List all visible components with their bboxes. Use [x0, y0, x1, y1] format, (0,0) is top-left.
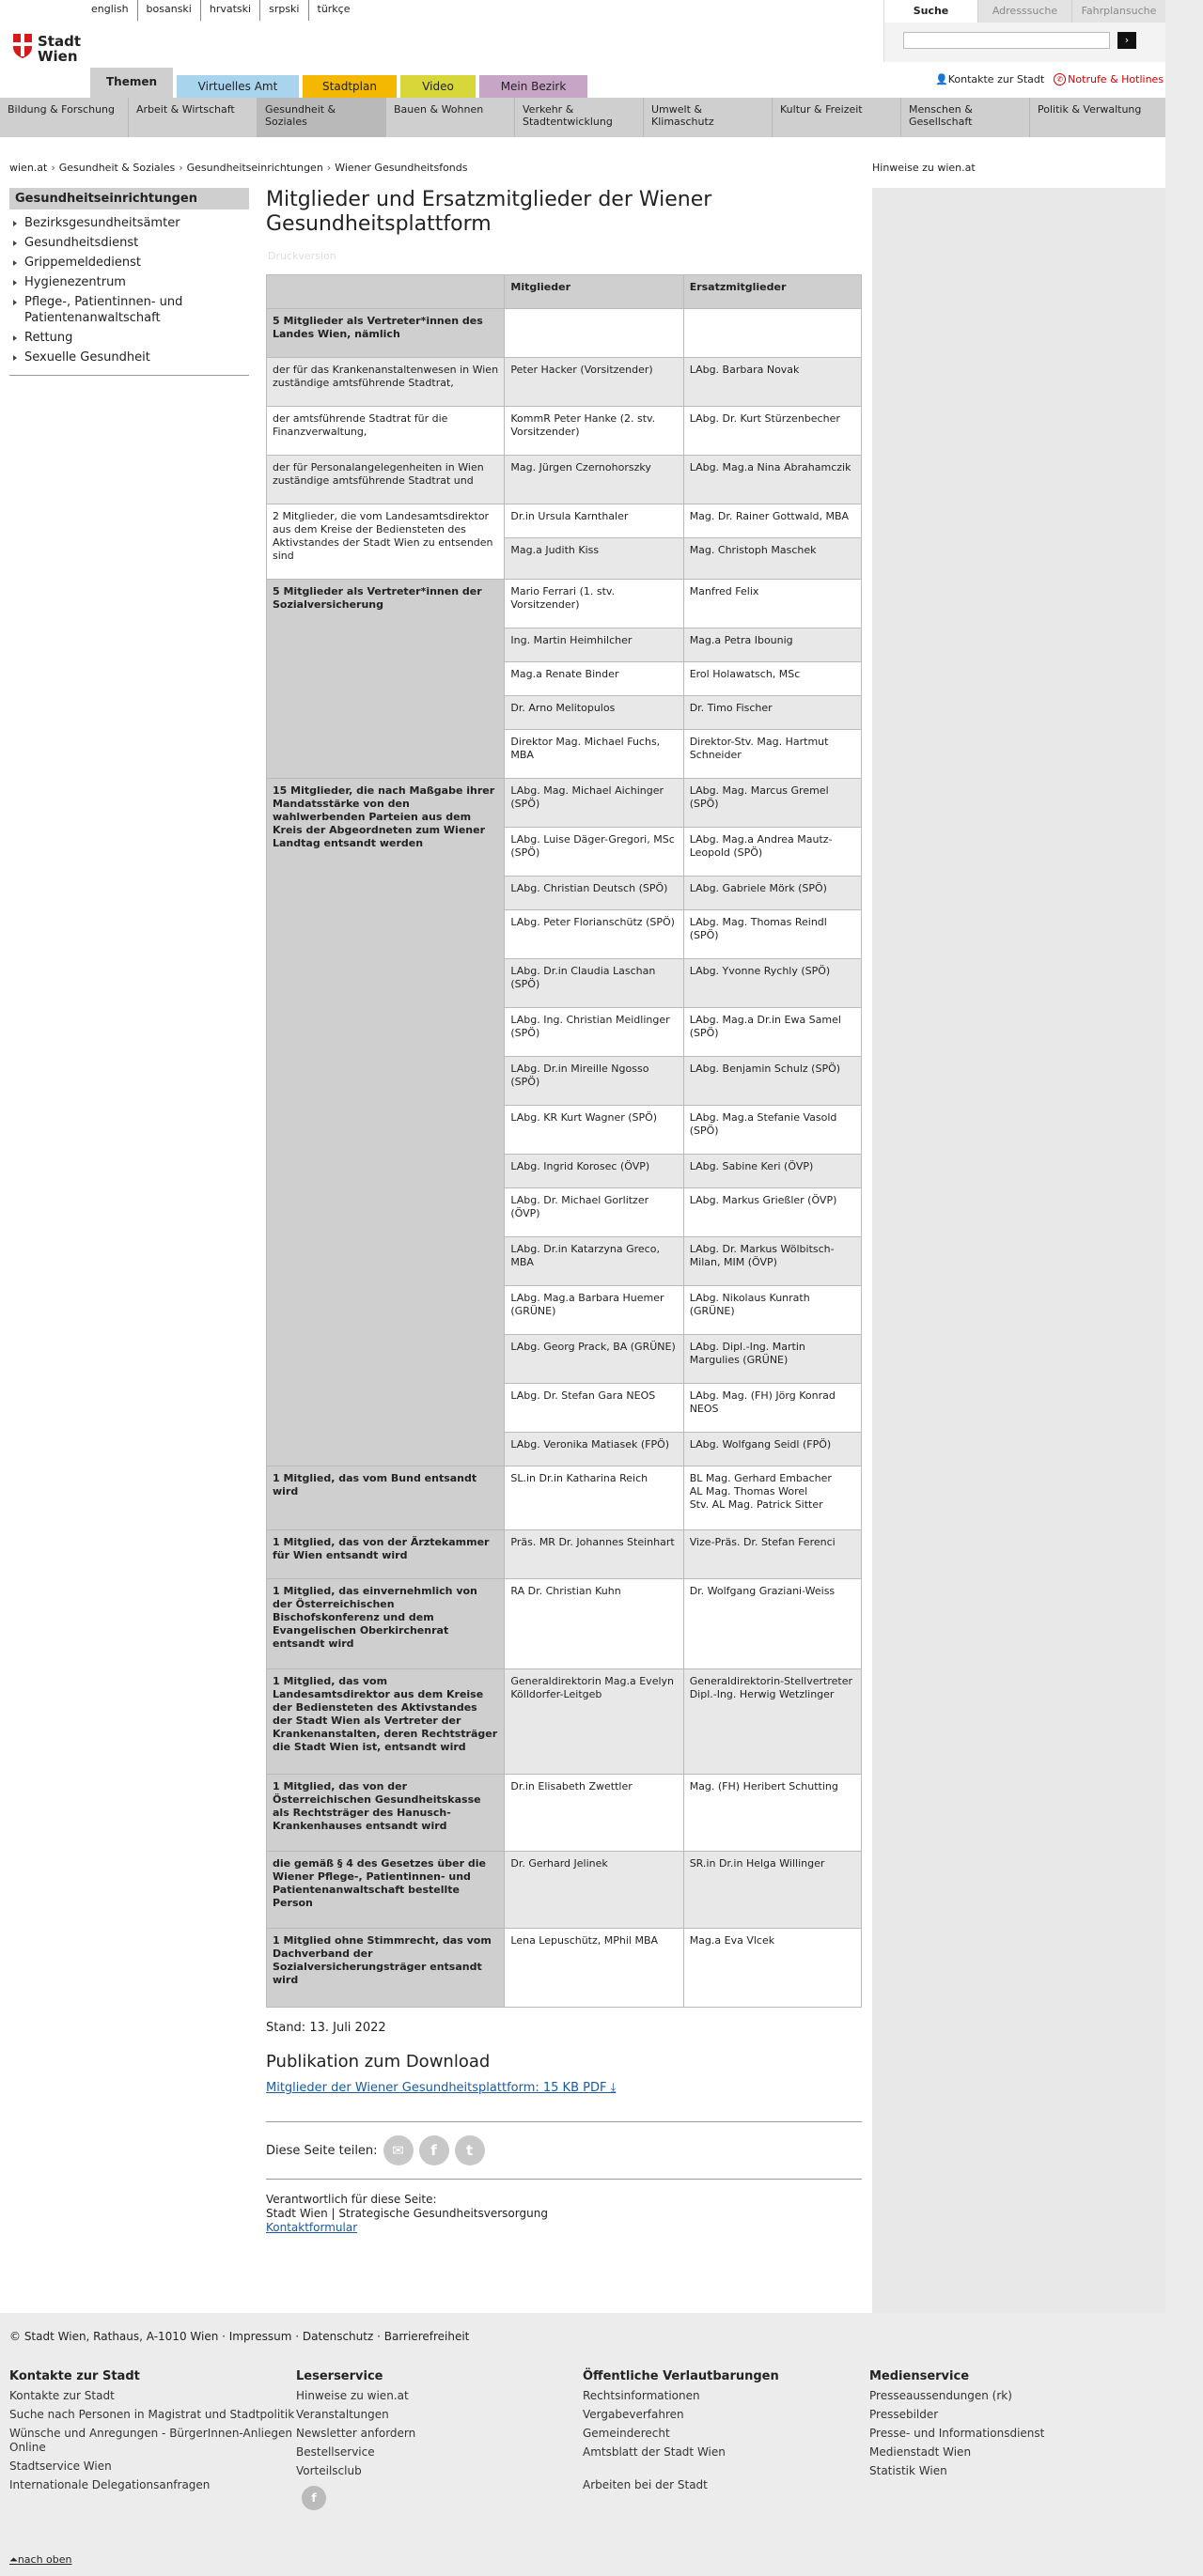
divider: [266, 2179, 862, 2180]
category-nav: [0, 98, 1165, 137]
table-row: [267, 1852, 862, 1929]
sidebar-item[interactable]: Gesundheitsdienst: [9, 233, 249, 253]
substitute-cell: LAbg. Mag.a Andrea Mautz-Leopold (SPÖ): [683, 828, 861, 877]
cat-arbeit[interactable]: Arbeit & Wirtschaft: [129, 98, 258, 137]
members-table: [266, 274, 862, 2008]
substitute-cell: LAbg. Mag.a Nina Abrahamczik: [683, 456, 861, 504]
substitute-cell: Dr. Wolfgang Graziani-Weiss: [683, 1579, 861, 1669]
group-label: 1 Mitglied, das einvernehmlich von der Österreichischen Bischofskonferenz und dem Evangelischen Oberkirchenrat entsandt wird: [267, 1579, 505, 1669]
member-cell: Peter Hacker (Vorsitzender): [505, 358, 683, 407]
footer-link[interactable]: Presse- und Informationsdienst: [869, 2427, 1045, 2440]
table-row: [267, 1466, 862, 1530]
member-cell: Generaldirektorin Mag.a Evelyn Kölldorfer-Leitgeb: [505, 1669, 683, 1775]
lang-srpski[interactable]: srpski: [260, 0, 308, 21]
substitute-cell: Vize-Präs. Dr. Stefan Ferenci: [683, 1530, 861, 1579]
crumb-gesundheit[interactable]: Gesundheit & Soziales: [58, 162, 176, 174]
crumb-sep: ›: [326, 162, 332, 174]
substitute-cell: LAbg. Wolfgang Seidl (FPÖ): [683, 1433, 861, 1466]
substitute-cell: Direktor-Stv. Mag. Hartmut Schneider: [683, 730, 861, 779]
crumb-sep: ›: [51, 162, 55, 174]
group-label: der für das Krankenanstaltenwesen in Wien zuständige amtsführende Stadtrat,: [267, 358, 505, 407]
tab-virtuelles-amt[interactable]: Virtuelles Amt: [177, 75, 299, 98]
responsible-label: Verantwortlich für diese Seite:: [266, 2193, 437, 2206]
top-links: [926, 73, 1164, 85]
person-icon: 👤: [935, 73, 948, 85]
notrufe-link[interactable]: [1054, 73, 1164, 85]
table-row: [267, 358, 862, 407]
group-label: 1 Mitglied, das vom Bund entsandt wird: [267, 1466, 505, 1530]
footer-link[interactable]: Wünsche und Anregungen - BürgerInnen-Anliegen Online: [9, 2427, 292, 2454]
responsible-info: [266, 2193, 862, 2235]
substitute-cell: Mag. Christoph Maschek: [683, 538, 861, 580]
wien-shield-icon: [13, 34, 32, 58]
table-header-empty: [267, 275, 505, 309]
member-cell: LAbg. Mag.a Barbara Huemer (GRÜNE): [505, 1286, 683, 1335]
group-label: der für Personalangelegenheiten in Wien zuständige amtsführende Stadtrat und: [267, 456, 505, 504]
substitute-cell: SR.in Dr.in Helga Willinger: [683, 1852, 861, 1929]
member-cell: Dr.in Elisabeth Zwettler: [505, 1775, 683, 1852]
substitute-cell: BL Mag. Gerhard Embacher AL Mag. Thomas Worel Stv. AL Mag. Patrick Sitter: [683, 1466, 861, 1530]
cat-politik[interactable]: Politik & Verwaltung: [1038, 103, 1142, 116]
language-bar: [83, 0, 359, 21]
member-cell: LAbg. Ing. Christian Meidlinger (SPÖ): [505, 1008, 683, 1057]
substitute-cell: LAbg. Benjamin Schulz (SPÖ): [683, 1057, 861, 1106]
divider: [266, 2121, 862, 2122]
substitute-cell: Dr. Timo Fischer: [683, 696, 861, 730]
lang-english[interactable]: english: [83, 0, 138, 21]
stand-date: Stand: 13. Juli 2022: [266, 2021, 386, 2035]
footer-column-title: Medienservice: [869, 2369, 970, 2383]
footer-link[interactable]: Hinweise zu wien.at: [296, 2389, 409, 2402]
group-label: die gemäß § 4 des Gesetzes über die Wiener Pflege-, Patientinnen- und Patientenanwaltschaft bestellte Person: [267, 1852, 505, 1929]
lang-turkce[interactable]: türkçe: [317, 3, 351, 15]
contact-form-link[interactable]: Kontaktformular: [266, 2221, 358, 2234]
group-label: 1 Mitglied, das von der Ärztekammer für Wien entsandt wird: [267, 1530, 505, 1579]
responsible-org: Stadt Wien | Strategische Gesundheitsversorgung: [266, 2207, 548, 2220]
members-table-body: [267, 309, 862, 2008]
substitute-cell: LAbg. Mag.a Stefanie Vasold (SPÖ): [683, 1106, 861, 1155]
substitute-cell: Mag. (FH) Heribert Schutting: [683, 1775, 861, 1852]
member-cell: Dr.in Ursula Karnthaler: [505, 504, 683, 538]
member-cell: Präs. MR Dr. Johannes Steinhart: [505, 1530, 683, 1579]
sidebar-item[interactable]: Rettung: [9, 328, 249, 348]
back-to-top-label: nach oben: [17, 2553, 72, 2566]
group-label: 5 Mitglieder als Vertreter*innen der Sozialversicherung: [267, 580, 505, 779]
facebook-share-icon[interactable]: f: [419, 2135, 449, 2165]
member-cell: LAbg. Luise Däger-Gregori, MSc (SPÖ): [505, 828, 683, 877]
crumb-fonds[interactable]: Wiener Gesundheitsfonds: [335, 162, 468, 174]
substitute-cell: Mag. Dr. Rainer Gottwald, MBA: [683, 504, 861, 538]
member-cell: LAbg. Veronika Matiasek (FPÖ): [505, 1433, 683, 1466]
substitute-cell: Generaldirektorin-Stellvertreter Dipl.-Ing. Herwig Wetzlinger: [683, 1669, 861, 1775]
hinweise-link[interactable]: Hinweise zu wien.at: [872, 162, 976, 174]
crumb-einrichtungen[interactable]: Gesundheitseinrichtungen: [186, 162, 323, 174]
stadt-wien-logo[interactable]: [13, 34, 81, 64]
sidebar-item[interactable]: Hygienezentrum: [9, 272, 249, 292]
member-cell: LAbg. KR Kurt Wagner (SPÖ): [505, 1106, 683, 1155]
tab-video[interactable]: Video: [400, 75, 476, 98]
member-cell: KommR Peter Hanke (2. stv. Vorsitzender): [505, 407, 683, 456]
print-link[interactable]: Druckversion: [268, 250, 336, 262]
logo-line2: Wien: [38, 48, 78, 65]
arrow-up-icon: ⏶: [9, 2553, 18, 2566]
member-cell: RA Dr. Christian Kuhn: [505, 1579, 683, 1669]
footer-column-title: Öffentliche Verlautbarungen: [583, 2369, 779, 2383]
cat-gesundheit[interactable]: Gesundheit & Soziales: [258, 98, 386, 137]
lang-hrvatski[interactable]: hrvatski: [201, 0, 260, 21]
search-button[interactable]: ›: [1117, 32, 1136, 49]
cat-bildung[interactable]: Bildung & Forschung: [0, 98, 129, 137]
tab-themen[interactable]: Themen: [90, 68, 173, 98]
member-cell: Direktor Mag. Michael Fuchs, MBA: [505, 730, 683, 779]
group-label: der amtsführende Stadtrat für die Finanzverwaltung,: [267, 407, 505, 456]
footer-link[interactable]: Rechtsinformationen: [583, 2389, 700, 2402]
group-label: 1 Mitglied, das vom Landesamtsdirektor aus dem Kreise der Bediensteten des Aktivstandes der Stadt Wien als Vertreter der Krankenanstalten, deren Rechtsträger die Stadt Wien ist, entsandt wird: [267, 1669, 505, 1775]
substitute-cell: LAbg. Dr. Kurt Stürzenbecher: [683, 407, 861, 456]
table-row: [267, 504, 862, 538]
copyright: © Stadt Wien, Rathaus, A-1010 Wien · Impressum · Datenschutz · Barrierefreiheit: [9, 2330, 470, 2343]
table-row: [267, 580, 862, 628]
member-cell: Mag.a Judith Kiss: [505, 538, 683, 580]
footer-column-title: Kontakte zur Stadt: [9, 2369, 140, 2383]
page-title: Mitglieder und Ersatzmitglieder der Wiener Gesundheitsplattform: [266, 188, 712, 236]
table-header-ersatz: Ersatzmitglieder: [683, 275, 861, 309]
member-cell: LAbg. Dr.in Mireille Ngosso (SPÖ): [505, 1057, 683, 1106]
cat-menschen[interactable]: Menschen & Gesellschaft: [901, 98, 1030, 137]
crumb-wien[interactable]: wien.at: [9, 162, 48, 174]
group-label: 1 Mitglied, das von der Österreichischen Gesundheitskasse als Rechtsträger des Hanusch-Krankenhauses entsandt wird: [267, 1775, 505, 1852]
group-label: 5 Mitglieder als Vertreter*innen des Landes Wien, nämlich: [267, 309, 505, 358]
facebook-icon[interactable]: f: [302, 2486, 326, 2510]
table-row: [267, 456, 862, 504]
substitute-cell: LAbg. Mag. Marcus Gremel (SPÖ): [683, 779, 861, 828]
group-label: 2 Mitglieder, die vom Landesamtsdirektor aus dem Kreise der Bediensteten des Aktivstandes der Stadt Wien zu entsenden sind: [267, 504, 505, 580]
sidebar-divider: [9, 375, 249, 376]
breadcrumb: [9, 162, 472, 174]
kontakte-link[interactable]: [935, 73, 1044, 85]
sidebar-title[interactable]: Gesundheitseinrichtungen: [9, 188, 249, 209]
member-cell: LAbg. Ingrid Korosec (ÖVP): [505, 1155, 683, 1188]
barrierefreiheit-link[interactable]: Barrierefreiheit: [383, 2330, 470, 2343]
footer-link[interactable]: Internationale Delegationsanfragen: [9, 2478, 211, 2491]
member-cell: Mag.a Renate Binder: [505, 662, 683, 696]
substitute-cell: LAbg. Dipl.-Ing. Martin Margulies (GRÜNE): [683, 1335, 861, 1384]
search-panel: [883, 0, 1165, 62]
substitute-cell: LAbg. Barbara Novak: [683, 358, 861, 407]
publication-title: Publikation zum Download: [266, 2052, 491, 2072]
footer: [0, 2313, 1165, 2576]
table-row: [267, 1669, 862, 1775]
table-row: [267, 1530, 862, 1579]
footer-link[interactable]: Presseaussendungen (rk): [869, 2389, 1012, 2402]
footer-link[interactable]: Vorteilsclub: [296, 2464, 362, 2477]
footer-link[interactable]: Veranstaltungen: [296, 2408, 389, 2421]
table-row: [267, 779, 862, 828]
substitute-cell: Mag.a Petra Ibounig: [683, 628, 861, 662]
member-cell: Mario Ferrari (1. stv. Vorsitzender): [505, 580, 683, 628]
tab-stadtplan[interactable]: Stadtplan: [303, 75, 397, 98]
footer-link[interactable]: Stadtservice Wien: [9, 2460, 112, 2473]
footer-link: [583, 2464, 869, 2474]
lang-bosanski[interactable]: bosanski: [138, 0, 201, 21]
table-row: [267, 309, 862, 358]
impressum-link[interactable]: Impressum: [228, 2330, 292, 2343]
copyright-text: © Stadt Wien, Rathaus, A-1010 Wien ·: [9, 2330, 229, 2343]
footer-link[interactable]: Arbeiten bei der Stadt: [583, 2478, 708, 2491]
right-column: [872, 188, 1165, 2313]
tab-suche[interactable]: Suche: [884, 0, 977, 23]
cat-umwelt[interactable]: Umwelt & Klimaschutz: [644, 98, 773, 137]
member-cell: LAbg. Peter Florianschütz (SPÖ): [505, 910, 683, 959]
member-cell: LAbg. Dr. Michael Gorlitzer (ÖVP): [505, 1188, 683, 1237]
group-label: 1 Mitglied ohne Stimmrecht, das vom Dachverband der Sozialversicherungsträger entsandt wird: [267, 1929, 505, 2008]
logo-line1: Stadt: [38, 33, 82, 50]
top-nav: [90, 68, 591, 98]
member-cell: Dr. Gerhard Jelinek: [505, 1852, 683, 1929]
footer-link[interactable]: Statistik Wien: [869, 2464, 947, 2477]
cat-verkehr[interactable]: Verkehr & Stadtentwicklung: [515, 98, 644, 137]
share-label: Diese Seite teilen:: [266, 2143, 378, 2158]
substitute-cell: LAbg. Nikolaus Kunrath (GRÜNE): [683, 1286, 861, 1335]
table-row: [267, 1579, 862, 1669]
member-cell: Mag. Jürgen Czernohorszky: [505, 456, 683, 504]
group-label: 15 Mitglieder, die nach Maßgabe ihrer Mandatsstärke von den wahlwerbenden Parteien aus dem Kreis der Abgeordneten zum Wiener Landtag entsandt werden: [267, 779, 505, 1466]
footer-link[interactable]: Newsletter anfordern: [296, 2427, 416, 2440]
search-input[interactable]: [903, 32, 1110, 49]
member-cell: LAbg. Mag. Michael Aichinger (SPÖ): [505, 779, 683, 828]
substitute-cell: LAbg. Mag.a Dr.in Ewa Samel (SPÖ): [683, 1008, 861, 1057]
sidebar-item[interactable]: Grippemeldedienst: [9, 253, 249, 272]
footer-column: [296, 2369, 583, 2510]
substitute-cell: LAbg. Markus Grießler (ÖVP): [683, 1188, 861, 1237]
logo-text: [38, 34, 81, 64]
substitute-cell: [683, 309, 861, 358]
sidebar-item[interactable]: Pflege-, Patientinnen- und Patientenanwaltschaft: [9, 292, 249, 328]
table-row: [267, 407, 862, 456]
member-cell: [505, 309, 683, 358]
footer-column-title: Leserservice: [296, 2369, 383, 2383]
sidebar-item[interactable]: Bezirksgesundheitsämter: [9, 213, 249, 233]
sidebar: [9, 188, 249, 376]
back-to-top-link[interactable]: [9, 2553, 72, 2567]
member-cell: Lena Lepuschütz, MPhil MBA: [505, 1929, 683, 2008]
cat-bauen[interactable]: Bauen & Wohnen: [386, 98, 515, 137]
footer-link[interactable]: Gemeinderecht: [583, 2427, 670, 2440]
footer-link[interactable]: Medienstadt Wien: [869, 2445, 972, 2459]
share-bar: [266, 2135, 862, 2165]
twitter-share-icon[interactable]: t: [455, 2135, 485, 2165]
tab-mein-bezirk[interactable]: Mein Bezirk: [479, 75, 587, 98]
footer-column: [869, 2369, 1156, 2510]
table-row: [267, 1775, 862, 1852]
kontakte-label: Kontakte zur Stadt: [947, 73, 1045, 85]
footer-columns: [9, 2369, 1156, 2510]
substitute-cell: LAbg. Mag. Thomas Reindl (SPÖ): [683, 910, 861, 959]
tab-fahrplansuche[interactable]: Fahrplansuche: [1071, 0, 1165, 23]
window-edge: [1165, 0, 1203, 2576]
datenschutz-link[interactable]: Datenschutz: [302, 2330, 374, 2343]
substitute-cell: LAbg. Sabine Keri (ÖVP): [683, 1155, 861, 1188]
substitute-cell: Manfred Felix: [683, 580, 861, 628]
main-content: [266, 188, 862, 2235]
footer-link[interactable]: Amtsblatt der Stadt Wien: [583, 2445, 726, 2459]
member-cell: LAbg. Christian Deutsch (SPÖ): [505, 877, 683, 910]
member-cell: Ing. Martin Heimhilcher: [505, 628, 683, 662]
footer-link[interactable]: Kontakte zur Stadt: [9, 2389, 115, 2402]
member-cell: Dr. Arno Melitopulos: [505, 696, 683, 730]
member-cell: LAbg. Dr.in Claudia Laschan (SPÖ): [505, 959, 683, 1008]
email-share-icon[interactable]: ✉: [383, 2135, 414, 2165]
footer-link[interactable]: Bestellservice: [296, 2445, 375, 2459]
substitute-cell: LAbg. Dr. Markus Wölbitsch-Milan, MIM (ÖVP): [683, 1237, 861, 1286]
notrufe-label: Notrufe & Hotlines: [1068, 73, 1164, 85]
footer-link[interactable]: Vergabeverfahren: [583, 2408, 684, 2421]
footer-column: [583, 2369, 869, 2510]
table-row: [267, 1929, 862, 2008]
substitute-cell: LAbg. Gabriele Mörk (SPÖ): [683, 877, 861, 910]
cat-kultur[interactable]: Kultur & Freizeit: [773, 98, 901, 137]
sidebar-item[interactable]: Sexuelle Gesundheit: [9, 348, 249, 367]
publication-download-link[interactable]: Mitglieder der Wiener Gesundheitsplattform: 15 KB PDF ⤓: [266, 2081, 617, 2095]
member-cell: SL.in Dr.in Katharina Reich: [505, 1466, 683, 1530]
substitute-cell: Erol Holawatsch, MSc: [683, 662, 861, 696]
member-cell: LAbg. Dr.in Katarzyna Greco, MBA: [505, 1237, 683, 1286]
member-cell: LAbg. Dr. Stefan Gara NEOS: [505, 1384, 683, 1433]
substitute-cell: Mag.a Eva Vlcek: [683, 1929, 861, 2008]
footer-link[interactable]: Pressebilder: [869, 2408, 939, 2421]
substitute-cell: LAbg. Mag. (FH) Jörg Konrad NEOS: [683, 1384, 861, 1433]
phone-icon: ✆: [1054, 73, 1066, 85]
footer-column: [9, 2369, 296, 2510]
table-header-mitglieder: Mitglieder: [505, 275, 683, 309]
footer-link[interactable]: Suche nach Personen in Magistrat und Stadtpolitik: [9, 2408, 295, 2421]
crumb-sep: ›: [179, 162, 183, 174]
tab-adresssuche[interactable]: Adresssuche: [977, 0, 1071, 23]
substitute-cell: LAbg. Yvonne Rychly (SPÖ): [683, 959, 861, 1008]
member-cell: LAbg. Georg Prack, BA (GRÜNE): [505, 1335, 683, 1384]
